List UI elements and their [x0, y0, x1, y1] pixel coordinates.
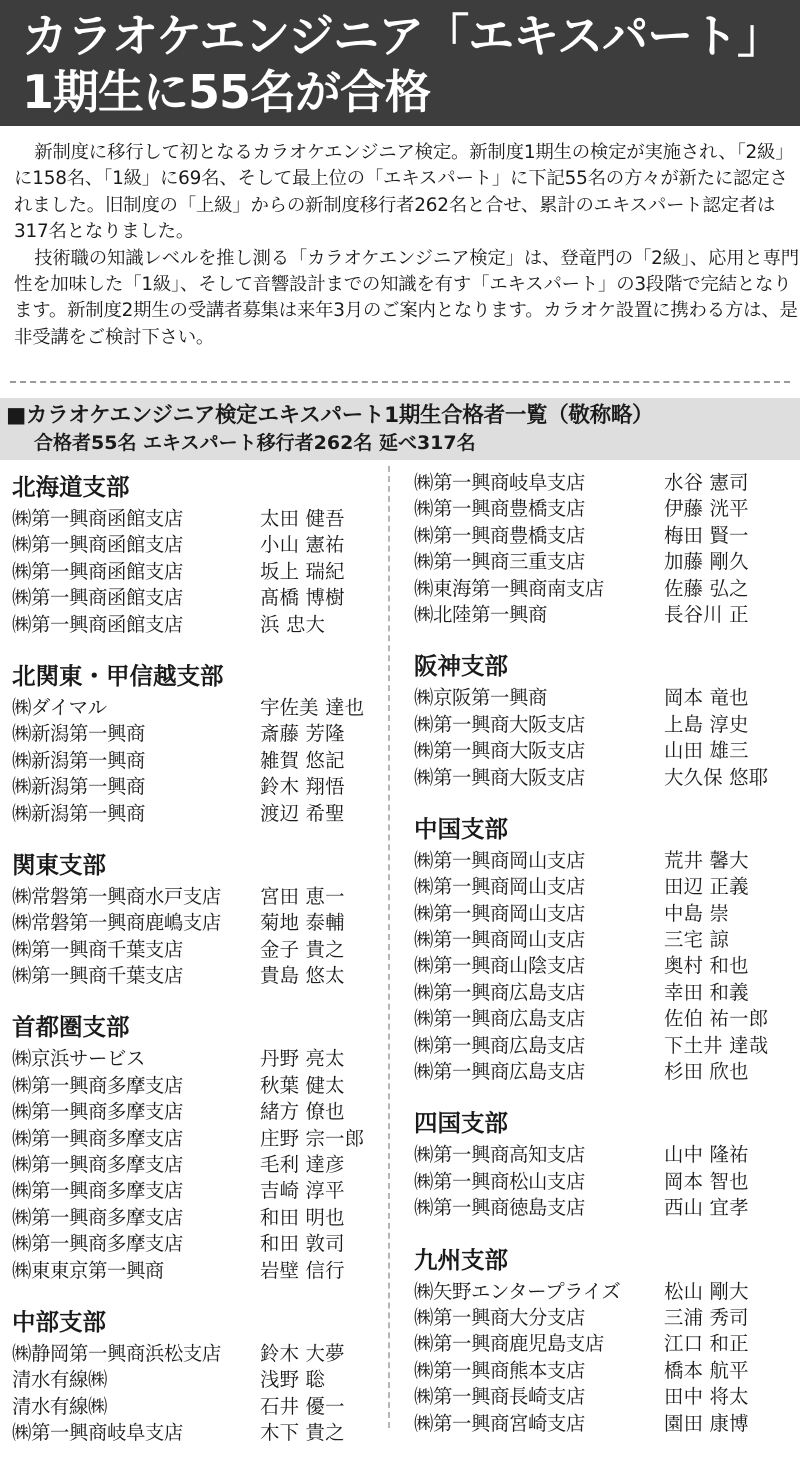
- branch-section: [414, 1106, 794, 1221]
- member-company: ㈱ダイマル: [12, 695, 107, 719]
- member-name: 荒井 馨大: [664, 848, 749, 872]
- member-row: [414, 901, 794, 927]
- member-row: [414, 953, 794, 979]
- member-name: 上島 淳史: [664, 712, 749, 736]
- member-name: 石井 優一: [260, 1394, 345, 1418]
- member-name: 下土井 達哉: [664, 1033, 769, 1057]
- member-row: [12, 695, 382, 721]
- branch-section: [12, 1305, 382, 1447]
- member-name: 岡本 智也: [664, 1169, 749, 1193]
- member-name: 毛利 達彦: [260, 1153, 345, 1177]
- member-row: [12, 1231, 382, 1257]
- member-row: [414, 874, 794, 900]
- member-company: ㈱第一興商多摩支店: [12, 1205, 183, 1229]
- member-name: 丹野 亮太: [260, 1047, 345, 1071]
- member-company: ㈱第一興商熊本支店: [414, 1358, 585, 1382]
- branch-name: 関東支部: [12, 850, 106, 879]
- member-row: [414, 470, 794, 496]
- member-name: 秋葉 健太: [260, 1073, 345, 1097]
- member-row: [414, 496, 794, 522]
- member-row: [12, 585, 382, 611]
- member-company: ㈱第一興商函館支店: [12, 507, 183, 530]
- branch-name: 中部支部: [12, 1307, 106, 1336]
- branch-section: [414, 812, 794, 1086]
- member-row: [12, 774, 382, 800]
- member-row: [12, 937, 382, 963]
- member-row: [414, 765, 794, 791]
- member-name: 岡本 竜也: [664, 686, 749, 710]
- member-name: 伊藤 洸平: [664, 497, 749, 521]
- member-company: ㈱第一興商豊橋支店: [414, 523, 585, 547]
- member-row: [414, 1033, 794, 1059]
- branch-section: [12, 470, 382, 638]
- member-name: 松山 剛大: [664, 1279, 749, 1303]
- member-row: [414, 523, 794, 549]
- lead-article: [14, 140, 800, 351]
- member-row: [414, 1059, 794, 1085]
- member-name: 岩壁 信行: [260, 1258, 345, 1282]
- member-name: 中島 崇: [664, 901, 730, 925]
- member-row: [12, 1341, 382, 1367]
- member-name: 長谷川 正: [664, 602, 749, 626]
- member-row: [12, 884, 382, 910]
- member-company: ㈱第一興商大阪支店: [414, 712, 585, 736]
- member-company: 清水有線㈱: [12, 1368, 107, 1392]
- member-company: ㈱新潟第一興商: [12, 775, 145, 799]
- member-company: ㈱第一興商多摩支店: [12, 1232, 183, 1256]
- member-row: [12, 1420, 382, 1446]
- member-name: 園田 康博: [664, 1411, 749, 1435]
- member-row: [414, 1411, 794, 1437]
- branch-name: 北関東・甲信越支部: [12, 661, 224, 690]
- branch-name: 四国支部: [414, 1109, 508, 1138]
- member-company: ㈱第一興商多摩支店: [12, 1179, 183, 1203]
- branch-section: [12, 659, 382, 827]
- branch-section: [414, 649, 794, 791]
- right-column: [414, 470, 794, 1458]
- branch-section: [414, 1243, 794, 1437]
- member-name: 西山 宜孝: [664, 1196, 749, 1220]
- member-company: ㈱北陸第一興商: [414, 602, 547, 626]
- member-name: 宮田 恵一: [260, 884, 345, 908]
- member-company: ㈱第一興商大阪支店: [414, 739, 585, 763]
- member-company: ㈱第一興商函館支店: [12, 612, 183, 636]
- member-row: [414, 738, 794, 764]
- member-name: 田中 将太: [664, 1385, 749, 1409]
- member-company: ㈱第一興商函館支店: [12, 559, 183, 583]
- member-row: [12, 801, 382, 827]
- member-name: 斎藤 芳隆: [260, 722, 345, 746]
- member-company: ㈱第一興商鹿児島支店: [414, 1332, 604, 1356]
- member-company: ㈱第一興商岐阜支店: [12, 1421, 183, 1445]
- member-name: 髙橋 博樹: [260, 586, 345, 610]
- section-divider: [10, 381, 790, 383]
- left-column: [12, 470, 382, 1468]
- member-name: 杉田 欣也: [664, 1060, 749, 1084]
- member-row: [12, 506, 382, 532]
- member-row: [414, 549, 794, 575]
- member-name: 奥村 和也: [664, 954, 749, 978]
- member-name: 雑賀 悠記: [260, 748, 345, 772]
- member-name: 幸田 和義: [664, 980, 749, 1004]
- member-row: [414, 1195, 794, 1221]
- member-name: 和田 敦司: [260, 1232, 345, 1256]
- member-name: 和田 明也: [260, 1205, 345, 1229]
- member-row: [414, 712, 794, 738]
- member-row: [12, 1205, 382, 1231]
- member-company: ㈱第一興商豊橋支店: [414, 497, 585, 521]
- member-name: 緒方 僚也: [260, 1100, 345, 1124]
- member-name: 坂上 瑞紀: [260, 559, 345, 583]
- member-company: ㈱第一興商多摩支店: [12, 1073, 183, 1097]
- member-row: [12, 612, 382, 638]
- list-summary: 合格者55名 エキスパート移行者262名 延べ317名: [34, 432, 476, 454]
- lead-paragraph-1: 新制度に移行して初となるカラオケエンジニア検定。新制度1期生の検定が実施され、「2級」に158名、「1級」に69名、そして最上位の「エキスパート」に下記55名の方々が新たに認定されました。旧制度の「上級」からの新制度移行者262名と合せ、累計のエキスパート認定者は317名となりました。: [14, 142, 794, 243]
- member-row: [12, 1367, 382, 1393]
- member-company: ㈱第一興商長崎支店: [414, 1385, 585, 1409]
- member-name: 佐藤 弘之: [664, 576, 749, 600]
- member-row: [12, 1099, 382, 1125]
- member-company: ㈱第一興商大分支店: [414, 1305, 585, 1329]
- member-company: ㈱第一興商岡山支店: [414, 875, 585, 899]
- member-name: 佐伯 祐一郎: [664, 1007, 769, 1031]
- member-company: ㈱第一興商大阪支店: [414, 765, 585, 789]
- member-row: [12, 1178, 382, 1204]
- list-title: ■カラオケエンジニア検定エキスパート1期生合格者一覧（敬称略）: [6, 403, 654, 428]
- member-company: ㈱第一興商千葉支店: [12, 937, 183, 961]
- member-company: ㈱第一興商宮崎支店: [414, 1411, 585, 1435]
- member-name: 吉崎 淳平: [260, 1179, 345, 1203]
- list-header: [0, 398, 800, 460]
- member-row: [12, 963, 382, 989]
- branch-name: 北海道支部: [12, 473, 130, 501]
- member-name: 三浦 秀司: [664, 1305, 749, 1329]
- member-company: ㈱東海第一興商南支店: [414, 576, 604, 600]
- member-company: ㈱京阪第一興商: [414, 686, 547, 710]
- member-company: ㈱第一興商松山支店: [414, 1169, 585, 1193]
- member-name: 山中 隆祐: [664, 1143, 749, 1167]
- branch-name: 中国支部: [414, 814, 508, 843]
- member-company: ㈱京浜サービス: [12, 1047, 145, 1071]
- member-company: ㈱常磐第一興商水戸支店: [12, 884, 221, 908]
- member-row: [12, 721, 382, 747]
- member-name: 太田 健吾: [260, 507, 345, 530]
- member-company: ㈱静岡第一興商浜松支店: [12, 1341, 221, 1365]
- member-name: 梅田 賢一: [664, 523, 749, 547]
- member-company: ㈱第一興商広島支店: [414, 980, 585, 1004]
- member-company: ㈱第一興商函館支店: [12, 586, 183, 610]
- member-row: [414, 685, 794, 711]
- member-name: 木下 貴之: [260, 1421, 345, 1445]
- member-row: [414, 1331, 794, 1357]
- member-name: 小山 憲祐: [260, 533, 345, 557]
- member-name: 渡辺 希聖: [260, 801, 345, 825]
- member-company: ㈱第一興商広島支店: [414, 1007, 585, 1031]
- branch-section: [12, 848, 382, 990]
- member-company: ㈱新潟第一興商: [12, 801, 145, 825]
- member-company: ㈱第一興商千葉支店: [12, 964, 183, 988]
- member-name: 江口 和正: [664, 1332, 749, 1356]
- member-name: 水谷 憲司: [664, 471, 749, 494]
- member-name: 貴島 悠太: [260, 964, 345, 988]
- member-company: ㈱第一興商徳島支店: [414, 1196, 585, 1220]
- member-row: [12, 910, 382, 936]
- member-name: 鈴木 翔悟: [260, 775, 345, 799]
- member-company: 清水有線㈱: [12, 1394, 107, 1418]
- headline-line-2: 1期生に55名が合格: [22, 65, 431, 119]
- member-company: ㈱第一興商多摩支店: [12, 1100, 183, 1124]
- member-name: 田辺 正義: [664, 875, 749, 899]
- member-company: ㈱第一興商広島支店: [414, 1060, 585, 1084]
- member-company: ㈱第一興商岡山支店: [414, 901, 585, 925]
- member-company: ㈱第一興商高知支店: [414, 1143, 585, 1167]
- member-row: [414, 1169, 794, 1195]
- member-name: 宇佐美 達也: [260, 695, 365, 719]
- member-row: [12, 1126, 382, 1152]
- member-company: ㈱第一興商広島支店: [414, 1033, 585, 1057]
- member-company: ㈱第一興商多摩支店: [12, 1126, 183, 1150]
- member-name: 金子 貴之: [260, 937, 345, 961]
- member-name: 大久保 悠耶: [664, 765, 769, 789]
- member-row: [414, 980, 794, 1006]
- member-row: [414, 1006, 794, 1032]
- member-company: ㈱新潟第一興商: [12, 748, 145, 772]
- member-row: [414, 848, 794, 874]
- member-row: [414, 927, 794, 953]
- member-row: [414, 1358, 794, 1384]
- member-row: [414, 1384, 794, 1410]
- member-row: [12, 1152, 382, 1178]
- member-company: ㈱第一興商函館支店: [12, 533, 183, 557]
- branch-section: [12, 1010, 382, 1284]
- member-row: [414, 576, 794, 602]
- branch-name: 阪神支部: [414, 652, 508, 681]
- member-company: ㈱矢野エンタープライズ: [414, 1279, 621, 1303]
- member-row: [12, 1046, 382, 1072]
- headline-line-1: カラオケエンジニア「エキスパート」: [22, 9, 783, 63]
- branch-name: 九州支部: [414, 1245, 508, 1274]
- member-name: 橋本 航平: [664, 1358, 749, 1382]
- member-row: [12, 532, 382, 558]
- column-divider: [388, 466, 390, 1428]
- member-row: [12, 1258, 382, 1284]
- member-name: 庄野 宗一郎: [260, 1126, 365, 1150]
- member-name: 浜 忠大: [260, 612, 326, 636]
- member-row: [414, 1279, 794, 1305]
- member-company: ㈱第一興商岐阜支店: [414, 471, 585, 494]
- member-row: [414, 602, 794, 628]
- member-name: 山田 雄三: [664, 739, 749, 763]
- member-company: ㈱第一興商岡山支店: [414, 928, 585, 952]
- lead-paragraph-2: 技術職の知識レベルを推し測る「カラオケエンジニア検定」は、登竜門の「2級」、応用と専門性を加味した「1級」、そして音響設計までの知識を有す「エキスパート」の3段階で完結となります。新制度2期生の受講者募集は来年3月のご案内となります。カラオケ設置に携わる方は、是非受講をご検討下さい。: [14, 247, 799, 348]
- branch-section: [414, 470, 794, 628]
- member-name: 菊地 泰輔: [260, 911, 345, 935]
- member-company: ㈱新潟第一興商: [12, 722, 145, 746]
- member-company: ㈱第一興商三重支店: [414, 550, 585, 574]
- member-row: [414, 1305, 794, 1331]
- member-company: ㈱第一興商岡山支店: [414, 848, 585, 872]
- member-company: ㈱第一興商多摩支店: [12, 1153, 183, 1177]
- member-row: [12, 559, 382, 585]
- member-row: [12, 1073, 382, 1099]
- headline-banner: [0, 0, 800, 126]
- member-row: [414, 1142, 794, 1168]
- member-row: [12, 748, 382, 774]
- member-name: 三宅 諒: [664, 928, 730, 952]
- member-company: ㈱常磐第一興商鹿嶋支店: [12, 911, 221, 935]
- member-name: 鈴木 大夢: [260, 1341, 345, 1365]
- member-company: ㈱東東京第一興商: [12, 1258, 164, 1282]
- member-company: ㈱第一興商山陰支店: [414, 954, 585, 978]
- member-row: [12, 1394, 382, 1420]
- branch-name: 首都圏支部: [12, 1013, 130, 1042]
- member-name: 加藤 剛久: [664, 550, 749, 574]
- member-name: 浅野 聡: [260, 1368, 326, 1392]
